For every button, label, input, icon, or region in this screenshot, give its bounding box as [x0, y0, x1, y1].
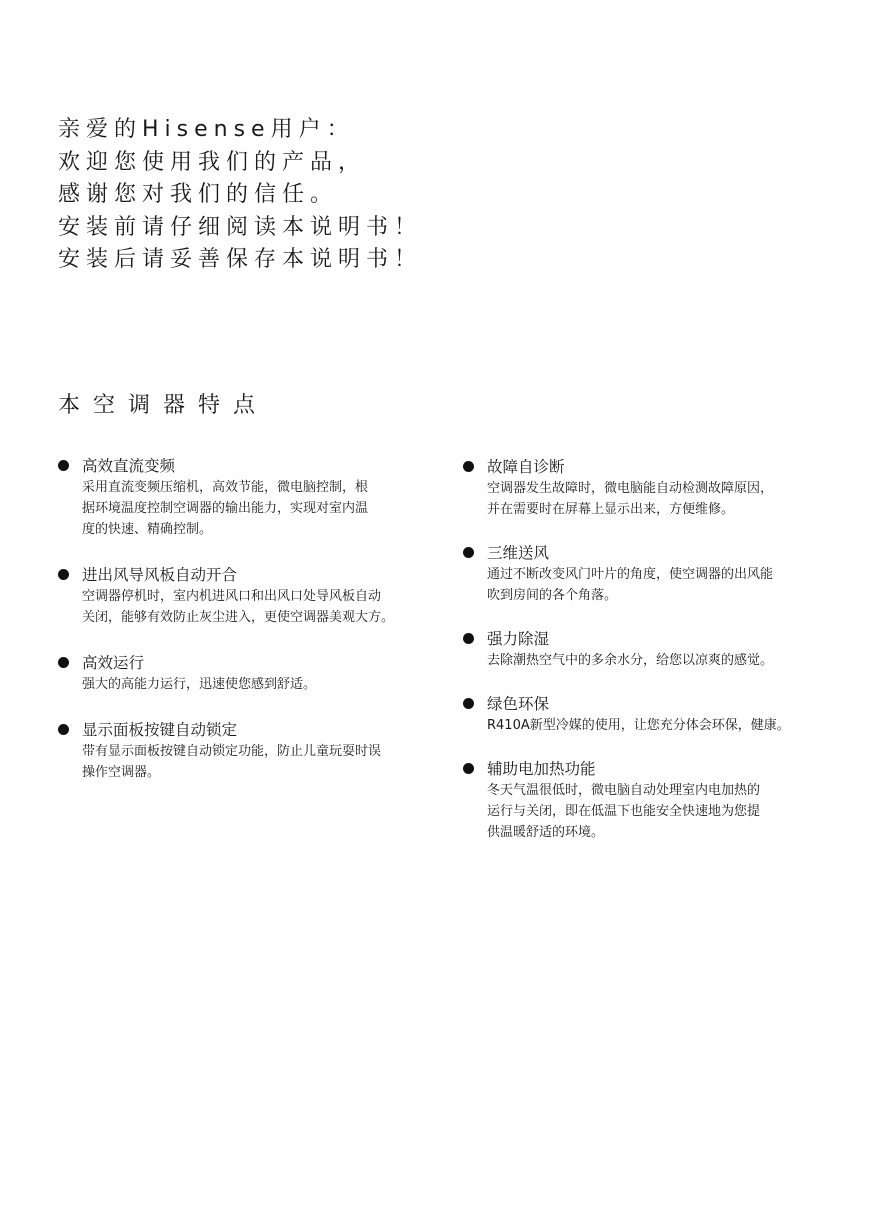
- greeting-line: 欢迎您使用我们的产品，: [58, 149, 367, 175]
- feature-description: [487, 715, 863, 736]
- feature-desc-line: 冬天气温很低时，微电脑自动处理室内电加热的: [487, 783, 761, 798]
- feature-title: 三维送风: [487, 544, 550, 562]
- bullet-icon: [463, 698, 474, 709]
- features-right-column: [463, 457, 863, 866]
- feature-item: [463, 457, 863, 520]
- features-left-column: [58, 456, 438, 808]
- feature-desc-line: 去除潮热空气中的多余水分，给您以凉爽的感觉。: [487, 653, 774, 668]
- feature-description: [487, 650, 863, 671]
- feature-item: [463, 694, 863, 736]
- feature-item: [58, 653, 438, 695]
- feature-desc-line: 空调器停机时，室内机进风口和出风口处导风板自动: [82, 589, 382, 604]
- feature-desc-line: 供温暖舒适的环境。: [487, 825, 605, 840]
- bullet-icon: [58, 460, 69, 471]
- feature-item: [463, 759, 863, 843]
- feature-title: 故障自诊断: [487, 458, 565, 476]
- greeting-line: 感谢您对我们的信任。: [58, 182, 339, 207]
- feature-desc-line: 据环境温度控制空调器的输出能力，实现对室内温: [82, 501, 369, 516]
- feature-title: 绿色环保: [487, 695, 550, 713]
- feature-description: [82, 741, 438, 783]
- feature-desc-line: 采用直流变频压缩机，高效节能，微电脑控制，根: [82, 480, 369, 495]
- feature-title: 高效运行: [82, 654, 145, 672]
- feature-desc-line: R410A新型冷媒的使用，让您充分体会环保，健康。: [487, 718, 790, 733]
- feature-desc-line: 关闭，能够有效防止灰尘进入，更使空调器美观大方。: [82, 610, 395, 625]
- greeting-block: [58, 114, 422, 277]
- feature-desc-line: 带有显示面板按键自动锁定功能，防止儿童玩耍时误: [82, 744, 382, 759]
- feature-item: [463, 543, 863, 606]
- bullet-icon: [58, 569, 69, 580]
- feature-description: [82, 674, 438, 695]
- feature-desc-line: 空调器发生故障时，微电脑能自动检测故障原因，: [487, 481, 774, 496]
- feature-desc-line: 通过不断改变风门叶片的角度，使空调器的出风能: [487, 567, 774, 582]
- feature-description: [82, 477, 438, 540]
- bullet-icon: [58, 657, 69, 668]
- greeting-line: 安装后请妥善保存本说明书！: [58, 247, 423, 272]
- feature-item: [463, 629, 863, 671]
- feature-title: 显示面板按键自动锁定: [82, 721, 238, 739]
- feature-desc-line: 运行与关闭，即在低温下也能安全快速地为您提: [487, 804, 761, 819]
- feature-desc-line: 操作空调器。: [82, 765, 161, 780]
- feature-desc-line: 吹到房间的各个角落。: [487, 588, 618, 603]
- features-title: 本空调器特点: [58, 393, 269, 418]
- feature-title: 强力除湿: [487, 630, 550, 648]
- feature-description: [487, 564, 863, 606]
- greeting-line: 安装前请仔细阅读本说明书！: [58, 214, 423, 240]
- feature-description: [82, 586, 438, 628]
- feature-desc-line: 并在需要时在屏幕上显示出来，方便维修。: [487, 502, 735, 517]
- feature-description: [487, 478, 863, 520]
- feature-item: [58, 456, 438, 540]
- feature-title: 进出风导风板自动开合: [82, 566, 238, 584]
- feature-title: 辅助电加热功能: [487, 760, 596, 778]
- bullet-icon: [463, 763, 474, 774]
- bullet-icon: [58, 724, 69, 735]
- feature-item: [58, 565, 438, 628]
- bullet-icon: [463, 461, 474, 472]
- greeting-line: 亲爱的Hisense用户：: [58, 117, 355, 142]
- feature-desc-line: 强大的高能力运行，迅速使您感到舒适。: [82, 677, 317, 692]
- bullet-icon: [463, 633, 474, 644]
- bullet-icon: [463, 547, 474, 558]
- feature-item: [58, 720, 438, 783]
- feature-description: [487, 780, 863, 843]
- feature-title: 高效直流变频: [82, 457, 176, 475]
- feature-desc-line: 度的快速、精确控制。: [82, 522, 213, 537]
